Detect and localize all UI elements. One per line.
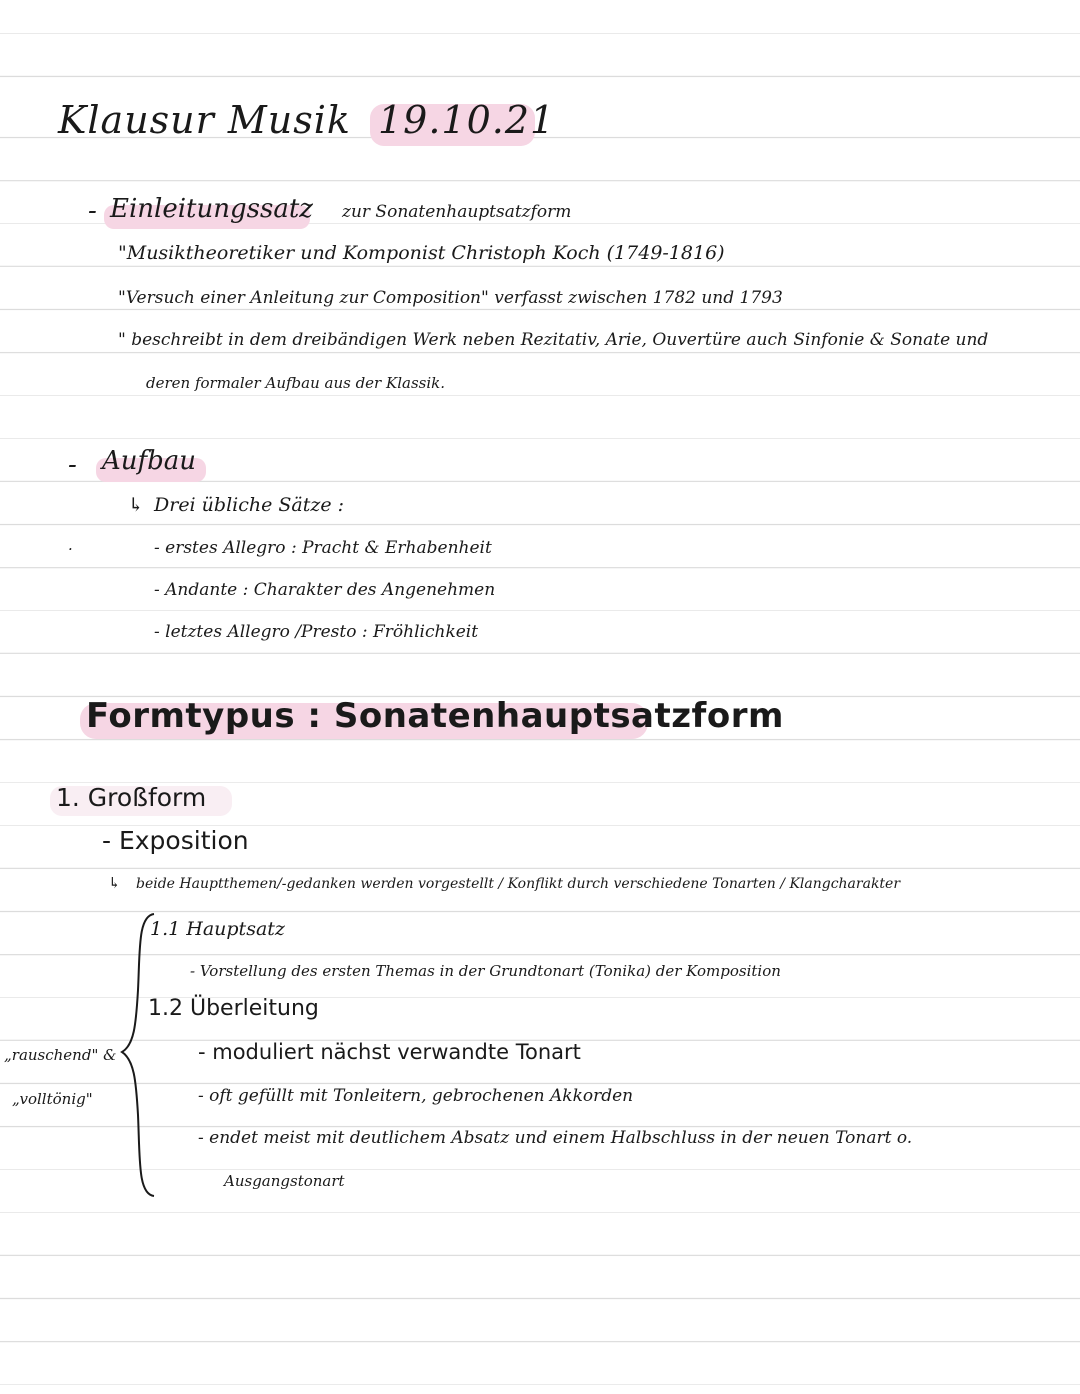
hauptsatz-heading: 1.1 Hauptsatz [150,918,285,940]
hauptsatz-description: - Vorstellung des ersten Themas in der Grundtonart (Tonika) der Komposition [190,962,781,980]
ueberleitung-item-4: Ausgangstonart [224,1172,345,1190]
ueberleitung-item-3: - endet meist mit deutlichem Absatz und einem Halbschluss in der neuen Tonart o. [198,1128,913,1148]
aufbau-item-1: - erstes Allegro : Pracht & Erhabenheit [154,538,492,558]
intro-line-1: "Musiktheoretiker und Komponist Christoph Koch (1749-1816) [118,242,725,264]
exposition-arrow-icon: ↳ [108,874,121,892]
formtypus-heading: Formtypus : Sonatenhauptsatzform [86,696,784,736]
intro-line-3: " beschreibt in dem dreibändigen Werk neben Rezitativ, Arie, Ouvertüre auch Sinfonie & Sonate und [118,330,989,350]
intro-heading-suffix: zur Sonatenhauptsatzform [342,202,572,222]
exposition-description: beide Hauptthemen/-gedanken werden vorgestellt / Konflikt durch verschiedene Tonarten / Klangcharakter [136,876,901,892]
grouping-brace [118,910,158,1200]
intro-line-4: deren formaler Aufbau aus der Klassik. [146,374,445,392]
aufbau-arrow-icon: ↳ [128,494,144,516]
ueberleitung-heading: 1.2 Überleitung [148,996,319,1021]
intro-bullet: - [88,196,97,226]
page-date: 19.10.21 [378,98,556,142]
intro-heading: Einleitungssatz [110,194,313,224]
page-title: Klausur Musik [58,98,351,142]
exposition-heading: - Exposition [102,826,249,855]
side-note-1: „rauschend" & [4,1046,117,1064]
aufbau-heading: Aufbau [102,446,197,476]
grossform-heading: 1. Großform [56,783,207,812]
margin-dot: · [68,540,73,558]
intro-line-2: "Versuch einer Anleitung zur Composition" verfasst zwischen 1782 und 1793 [118,288,783,308]
aufbau-item-2: - Andante : Charakter des Angenehmen [154,580,496,600]
aufbau-bullet: - [68,450,77,480]
side-note-2: „volltönig" [12,1090,93,1108]
ueberleitung-item-1: - moduliert nächst verwandte Tonart [198,1040,581,1064]
aufbau-subheading: Drei übliche Sätze : [154,494,345,516]
ueberleitung-item-2: - oft gefüllt mit Tonleitern, gebrochenen Akkorden [198,1086,634,1106]
aufbau-item-3: - letztes Allegro /Presto : Fröhlichkeit [154,622,479,642]
